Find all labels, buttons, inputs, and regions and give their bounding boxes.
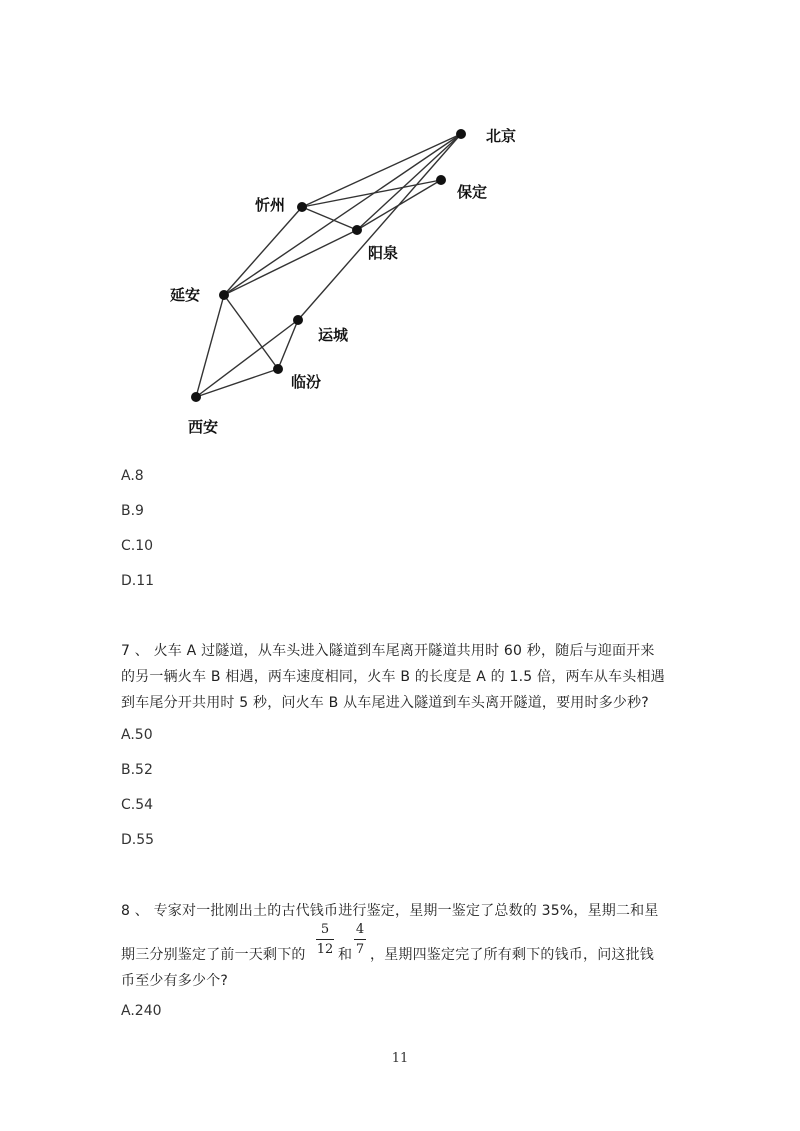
- label-linfen: 临汾: [291, 373, 322, 391]
- q6-option-b[interactable]: B.9: [121, 503, 144, 519]
- edge-beijing-yuncheng: [298, 134, 461, 320]
- q7-option-a[interactable]: A.50: [121, 727, 153, 743]
- q8-frac2-denominator: 7: [355, 942, 365, 957]
- edge-beijing-yanan: [224, 134, 461, 295]
- label-beijing: 北京: [486, 127, 517, 145]
- city-labels: [170, 127, 516, 436]
- label-baoding: 保定: [457, 183, 488, 201]
- q7-option-d[interactable]: D.55: [121, 832, 155, 848]
- node-baoding: [436, 175, 446, 185]
- label-xian: 西安: [188, 418, 219, 436]
- q8-fraction-4-7: [354, 922, 366, 957]
- q6-option-d[interactable]: D.11: [121, 573, 155, 589]
- q8-frac1-numerator: 5: [320, 922, 330, 937]
- network-edges: [196, 134, 461, 397]
- network-nodes: [191, 129, 466, 402]
- q7-option-c[interactable]: C.54: [121, 797, 154, 813]
- label-yangquan: 阳泉: [368, 244, 399, 262]
- q8-fraction-5-12: [316, 922, 334, 957]
- q8-text-line-2b: 和: [338, 947, 353, 963]
- q7-text-line-3: 到车尾分开共用时 5 秒，问火车 B 从车尾进入隧道到车头离开隧道，要用时多少秒?: [121, 695, 649, 711]
- node-xinzhou: [297, 202, 307, 212]
- node-yuncheng: [293, 315, 303, 325]
- q8-option-a[interactable]: A.240: [121, 1003, 162, 1019]
- q8-text-line-2a: 期三分别鉴定了前一天剩下的: [121, 947, 306, 963]
- q6-option-c[interactable]: C.10: [121, 538, 154, 554]
- q8-text-line-1: 8 、 专家对一批刚出土的古代钱币进行鉴定，星期一鉴定了总数的 35%，星期二和星: [121, 903, 659, 919]
- q7-text-line-2: 的另一辆火车 B 相遇，两车速度相同，火车 B 的长度是 A 的 1.5 倍，两车从车头相遇: [121, 669, 665, 685]
- edge-yangquan-yanan: [224, 230, 357, 295]
- page-number: 11: [391, 1051, 409, 1066]
- q8-frac1-bar: [316, 939, 334, 940]
- q8-frac2-numerator: 4: [355, 922, 365, 937]
- q7-option-b[interactable]: B.52: [121, 762, 153, 778]
- edge-yanan-linfen: [224, 295, 278, 369]
- city-network-diagram: [0, 0, 800, 460]
- label-xinzhou: 忻州: [255, 196, 286, 214]
- q7-text-line-1: 7 、 火车 A 过隧道，从车头进入隧道到车尾离开隧道共用时 60 秒，随后与迎面开来: [121, 643, 655, 659]
- q8-text-line-2c: ，星期四鉴定完了所有剩下的钱币，问这批钱: [370, 947, 654, 963]
- q8-frac1-denominator: 12: [316, 942, 334, 957]
- edge-baoding-xinzhou: [302, 180, 441, 207]
- edge-xinzhou-yanan: [224, 207, 302, 295]
- node-beijing: [456, 129, 466, 139]
- q6-option-a[interactable]: A.8: [121, 468, 144, 484]
- node-xian: [191, 392, 201, 402]
- node-yangquan: [352, 225, 362, 235]
- edge-linfen-xian: [196, 369, 278, 397]
- q8-text-line-3: 币至少有多少个?: [121, 973, 229, 989]
- node-yanan: [219, 290, 229, 300]
- edge-beijing-xinzhou: [302, 134, 461, 207]
- q8-frac2-bar: [354, 939, 366, 940]
- node-linfen: [273, 364, 283, 374]
- label-yanan: 延安: [170, 286, 201, 304]
- edge-yanan-xian: [196, 295, 224, 397]
- label-yuncheng: 运城: [318, 326, 349, 344]
